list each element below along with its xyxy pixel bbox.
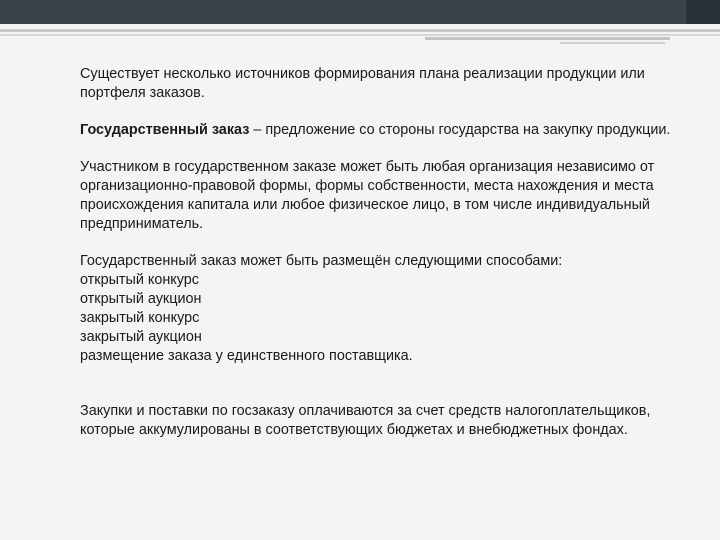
paragraph-methods-intro: Государственный заказ может быть размещён следующими способами:: [80, 253, 563, 269]
header-rule: [0, 29, 720, 32]
paragraph-sources: Существует несколько источников формирования плана реализации продукции или портфеля заказов.: [80, 66, 645, 101]
definition-state-order: – предложение со стороны государства на закупку продукции.: [249, 122, 671, 138]
header-rule-secondary: [0, 34, 720, 36]
method-item: закрытый конкурс: [80, 310, 200, 326]
slide-header-bar: [0, 0, 720, 24]
header-rule-accent: [425, 37, 670, 40]
paragraph-funding: Закупки и поставки по госзаказу оплачиваются за счет средств налогоплательщиков, которые аккумулированы в соответствующих бюджетах и внебюджетных фондах.: [80, 403, 651, 438]
paragraph-state-order: [80, 121, 680, 140]
paragraph-participants: Участником в государственном заказе может быть любая организация независимо от организационно-правовой формы, формы собственности, места нахождения и места происхождения капитала или любое физическое лицо, в том числе индивидуальный предприниматель.: [80, 159, 655, 232]
term-state-order: Государственный заказ: [80, 122, 250, 138]
slide-header-accent: [686, 0, 720, 24]
method-item: открытый конкурс: [80, 272, 199, 288]
slide-body: [80, 65, 680, 440]
header-rule-accent-short: [560, 42, 665, 44]
method-item: закрытый аукцион: [80, 329, 202, 345]
method-item: размещение заказа у единственного поставщика.: [80, 348, 413, 364]
method-item: открытый аукцион: [80, 291, 202, 307]
